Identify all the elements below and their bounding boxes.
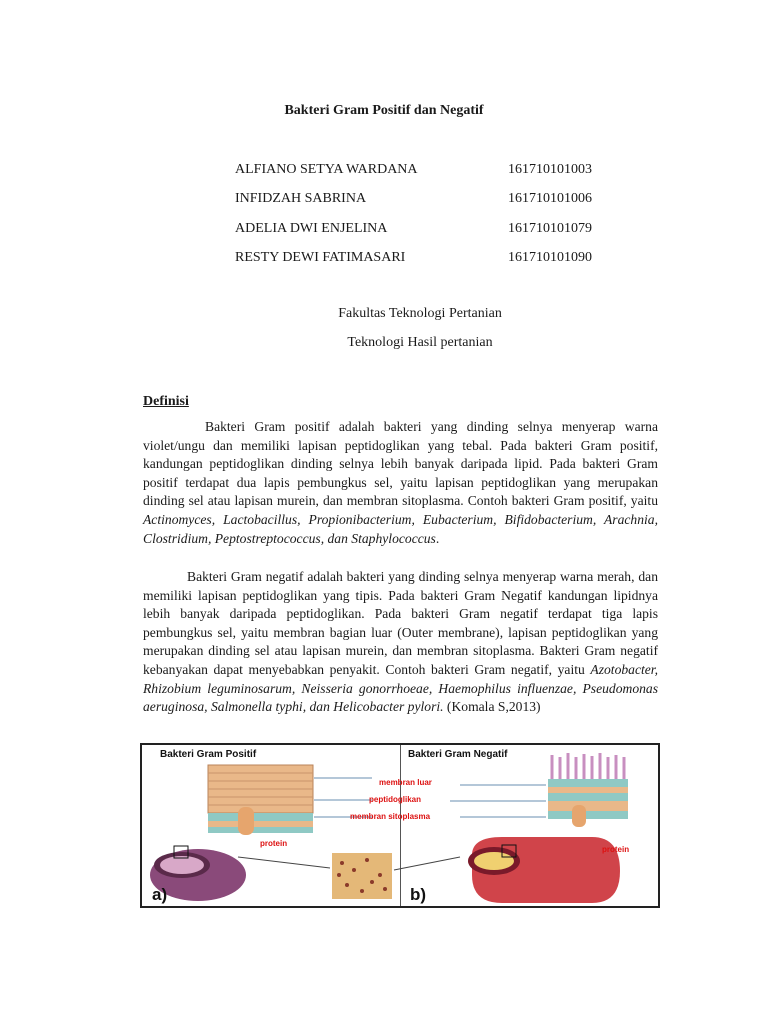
author-name: ALFIANO SETYA WARDANA xyxy=(235,162,418,177)
paragraph-text: Bakteri Gram positif adalah bakteri yang dinding selnya menyerap warna violet/ungu dan memiliki lapisan peptidoglikan yang tebal. Pada bakteri Gram positif, kandungan peptidoglikan dinding selnya lebih banyak daripada lipid. Pada bakteri Gram positif terdapat dua lapis pembungkus sel, yaitu lapisan peptidoglikan yang merupakan dinding sel atau lapisan murein, dan membran sitoplasma. Contoh bakteri Gram positif, yaitu xyxy=(143,419,658,509)
figure-right-title: Bakteri Gram Negatif xyxy=(408,749,508,760)
author-row xyxy=(235,248,635,277)
author-row xyxy=(235,219,635,248)
author-row xyxy=(235,189,635,218)
panel-label-b: b) xyxy=(410,885,427,904)
label-protein-right: protein xyxy=(602,845,630,854)
paragraph-examples: Actinomyces, Lactobacillus, Propionibacterium, Eubacterium, Bifidobacterium, Arachnia, Clostridium, Peptostreptococcus, dan Staphylococcus xyxy=(143,511,658,546)
paragraph-gram-positive xyxy=(143,418,658,548)
label-peptidoglycan: peptidoglikan xyxy=(369,795,421,804)
section-heading: Definisi xyxy=(143,394,189,409)
paragraph-citation: (Komala S,2013) xyxy=(443,699,541,715)
label-cytoplasmic-membrane: membran sitoplasma xyxy=(350,812,431,821)
author-name: INFIDZAH SABRINA xyxy=(235,191,367,207)
author-name: RESTY DEWI FATIMASARI xyxy=(235,249,406,265)
panel-label-a: a) xyxy=(152,885,168,904)
author-id: 161710101079 xyxy=(508,220,592,236)
paragraph-text: Bakteri Gram negatif adalah bakteri yang dinding selnya menyerap warna merah, dan memiliki lapisan peptidoglikan yang tipis. Pada bakteri Gram Negatif kandungan lipidnya lebih banyak daripada peptidoglikan. Pada bakteri Gram negatif terdapat tiga lapis pembungkus sel, yaitu membran bagian luar (Outer membrane), lapisan peptidoglikan yang merupakan dinding sel atau lapisan murein, dan membran sitoplasma. Bakteri Gram negatif kebanyakan dapat menyebabkan penyakit. Contoh bakteri Gram negatif, yaitu xyxy=(143,569,658,677)
label-outer-membrane: membran luar xyxy=(379,778,432,787)
gram-negative-wall-icon xyxy=(548,753,628,827)
author-name: ADELIA DWI ENJELINA xyxy=(235,220,388,236)
cell-wall-figure xyxy=(140,743,660,908)
faculty-line: Fakultas Teknologi Pertanian xyxy=(338,306,502,321)
paragraph-examples: Azotobacter, Rhizobium leguminosarum, Neisseria gonorrhoeae, Haemophilus influenzae, Pseudomonas aeruginosa, Salmonella typhi, dan Helicobacter pylori. xyxy=(143,661,658,715)
figure-left-title: Bakteri Gram Positif xyxy=(160,749,257,760)
author-id: 161710101003 xyxy=(508,162,592,177)
paragraph-end: . xyxy=(435,530,440,546)
author-row xyxy=(235,160,635,189)
paragraph-gram-negative xyxy=(143,568,658,717)
gram-negative-cell-icon xyxy=(468,837,620,903)
document-title: Bakteri Gram Positif dan Negatif xyxy=(284,103,484,118)
gram-positive-wall-icon xyxy=(208,765,313,835)
author-id: 161710101006 xyxy=(508,191,592,207)
figure-illustration xyxy=(142,745,658,906)
label-protein-left: protein xyxy=(260,839,288,848)
program-line: Teknologi Hasil pertanian xyxy=(347,335,493,350)
author-id: 161710101090 xyxy=(508,249,592,265)
author-list xyxy=(235,160,635,277)
